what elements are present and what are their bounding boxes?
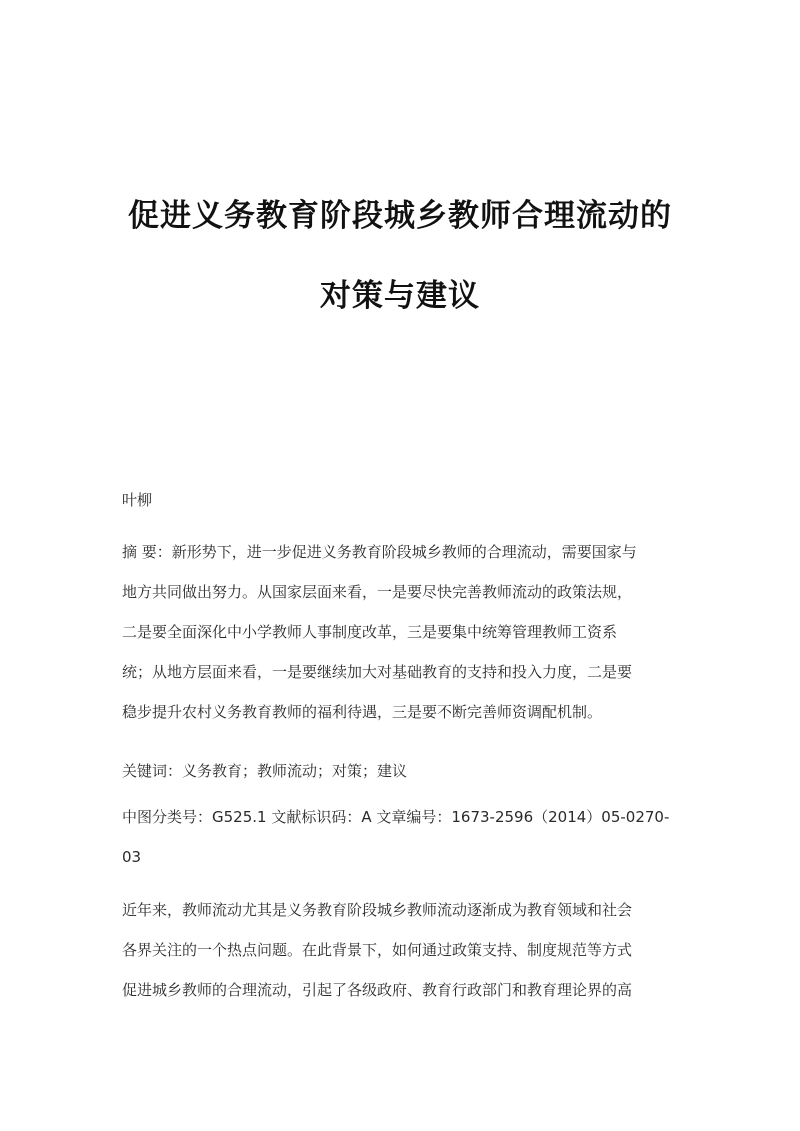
classification-line: 中图分类号：G525.1 文献标识码：A 文章编号：1673-2596（2014）05-0270- bbox=[122, 808, 670, 826]
keywords-line: 关键词：义务教育；教师流动；对策；建议 bbox=[122, 762, 408, 780]
paper-title-line-1: 促进义务教育阶段城乡教师合理流动的 bbox=[128, 198, 672, 234]
intro-line: 促进城乡教师的合理流动，引起了各级政府、教育行政部门和教育理论界的高 bbox=[122, 981, 633, 999]
classification-info bbox=[122, 797, 682, 877]
abstract-line: 稳步提升农村义务教育教师的福利待遇，三是要不断完善师资调配机制。 bbox=[122, 703, 603, 721]
paper-title-line-2: 对策与建议 bbox=[320, 278, 480, 314]
author-name: 叶柳 bbox=[122, 491, 153, 509]
abstract-line: 统；从地方层面来看，一是要继续加大对基础教育的支持和投入力度，二是要 bbox=[122, 663, 633, 681]
abstract-line: 二是要全面深化中小学教师人事制度改革，三是要集中统筹管理教师工资系 bbox=[122, 623, 618, 641]
abstract-line: 摘 要：新形势下，进一步促进义务教育阶段城乡教师的合理流动，需要国家与 bbox=[122, 543, 637, 561]
abstract-paragraph bbox=[122, 532, 682, 732]
intro-paragraph bbox=[122, 890, 682, 1010]
classification-line: 03 bbox=[122, 848, 142, 866]
intro-line: 近年来，教师流动尤其是义务教育阶段城乡教师流动逐渐成为教育领域和社会 bbox=[122, 901, 633, 919]
abstract-line: 地方共同做出努力。从国家层面来看，一是要尽快完善教师流动的政策法规， bbox=[122, 583, 633, 601]
intro-line: 各界关注的一个热点问题。在此背景下，如何通过政策支持、制度规范等方式 bbox=[122, 941, 633, 959]
